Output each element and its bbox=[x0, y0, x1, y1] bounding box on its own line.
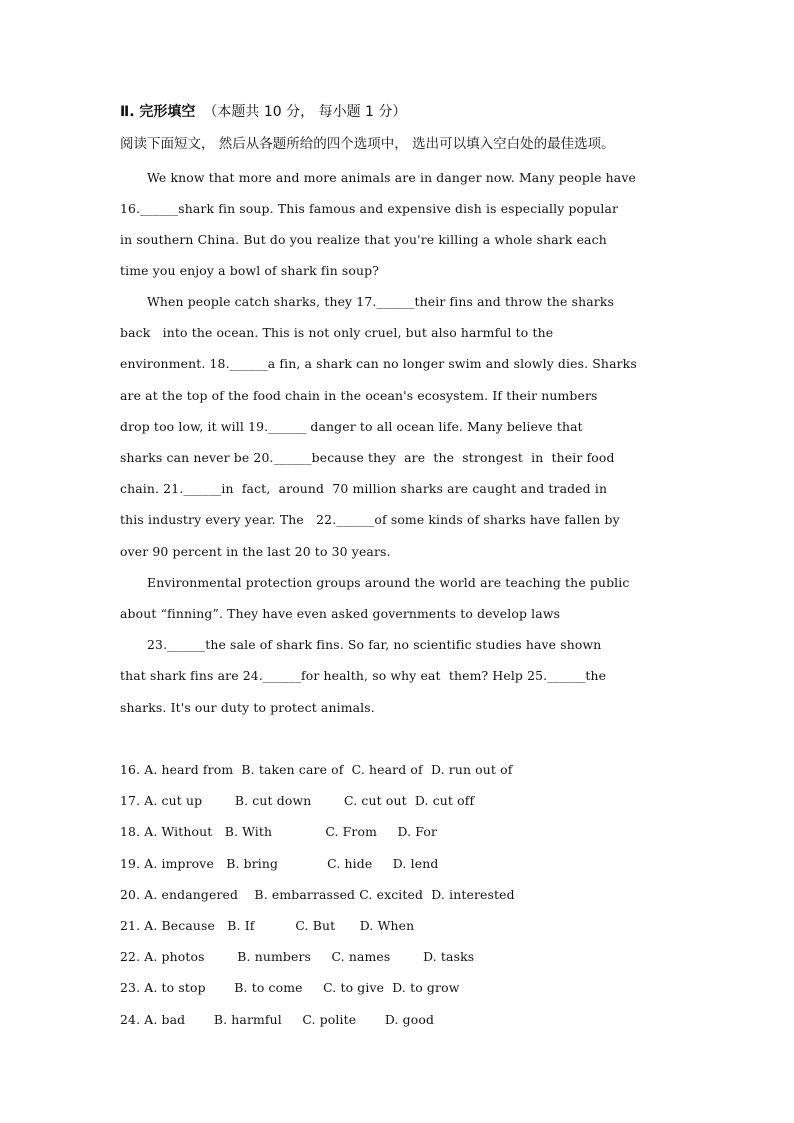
passage-line: that shark fins are 24.______for health, so why eat them? Help 25.______the bbox=[120, 668, 607, 683]
question-options-24: 24. A. bad B. harmful C. polite D. good bbox=[120, 1012, 435, 1027]
passage-line: chain. 21.______in fact, around 70 million sharks are caught and traded in bbox=[120, 481, 608, 496]
question-options-17: 17. A. cut up B. cut down C. cut out D. cut off bbox=[120, 793, 475, 808]
passage-line: in southern China. But do you realize that you're killing a whole shark each bbox=[120, 232, 607, 247]
question-options-22: 22. A. photos B. numbers C. names D. tasks bbox=[120, 949, 475, 964]
question-options-16: 16. A. heard from B. taken care of C. heard of D. run out of bbox=[120, 762, 513, 777]
passage-line: 16.______shark fin soup. This famous and expensive dish is especially popular bbox=[120, 201, 619, 216]
passage-line: When people catch sharks, they 17.______their fins and throw the sharks bbox=[147, 294, 614, 309]
passage-line: time you enjoy a bowl of shark fin soup? bbox=[120, 263, 380, 278]
passage-line: 23.______the sale of shark fins. So far, no scientific studies have shown bbox=[147, 637, 602, 652]
section-title: Ⅱ. 完形填空 bbox=[120, 104, 196, 120]
passage-line: environment. 18.______a fin, a shark can no longer swim and slowly dies. Sharks bbox=[120, 356, 637, 371]
section-instruction: 阅读下面短文， 然后从各题所给的四个选项中， 选出可以填入空白处的最佳选项。 bbox=[120, 136, 615, 152]
question-options-20: 20. A. endangered B. embarrassed C. excited D. interested bbox=[120, 887, 515, 902]
passage-line: Environmental protection groups around the world are teaching the public bbox=[147, 575, 630, 590]
question-options-19: 19. A. improve B. bring C. hide D. lend bbox=[120, 856, 439, 871]
passage-line: about “finning”. They have even asked governments to develop laws bbox=[120, 606, 561, 621]
passage-line: this industry every year. The 22.______of some kinds of sharks have fallen by bbox=[120, 512, 620, 527]
passage-line: are at the top of the food chain in the ocean's ecosystem. If their numbers bbox=[120, 388, 598, 403]
passage-line: over 90 percent in the last 20 to 30 years. bbox=[120, 544, 391, 559]
passage-line: sharks can never be 20.______because they are the strongest in their food bbox=[120, 450, 615, 465]
passage-line: We know that more and more animals are in danger now. Many people have bbox=[147, 170, 636, 185]
passage-line: drop too low, it will 19.______ danger to all ocean life. Many believe that bbox=[120, 419, 583, 434]
passage-line: sharks. It's our duty to protect animals. bbox=[120, 700, 375, 715]
section-score-note: （本题共 10 分， 每小题 1 分） bbox=[203, 104, 407, 120]
question-options-21: 21. A. Because B. If C. But D. When bbox=[120, 918, 415, 933]
section-heading bbox=[120, 101, 406, 121]
passage-line: back into the ocean. This is not only cruel, but also harmful to the bbox=[120, 325, 554, 340]
question-options-18: 18. A. Without B. With C. From D. For bbox=[120, 824, 438, 839]
question-options-23: 23. A. to stop B. to come C. to give D. to grow bbox=[120, 980, 460, 995]
